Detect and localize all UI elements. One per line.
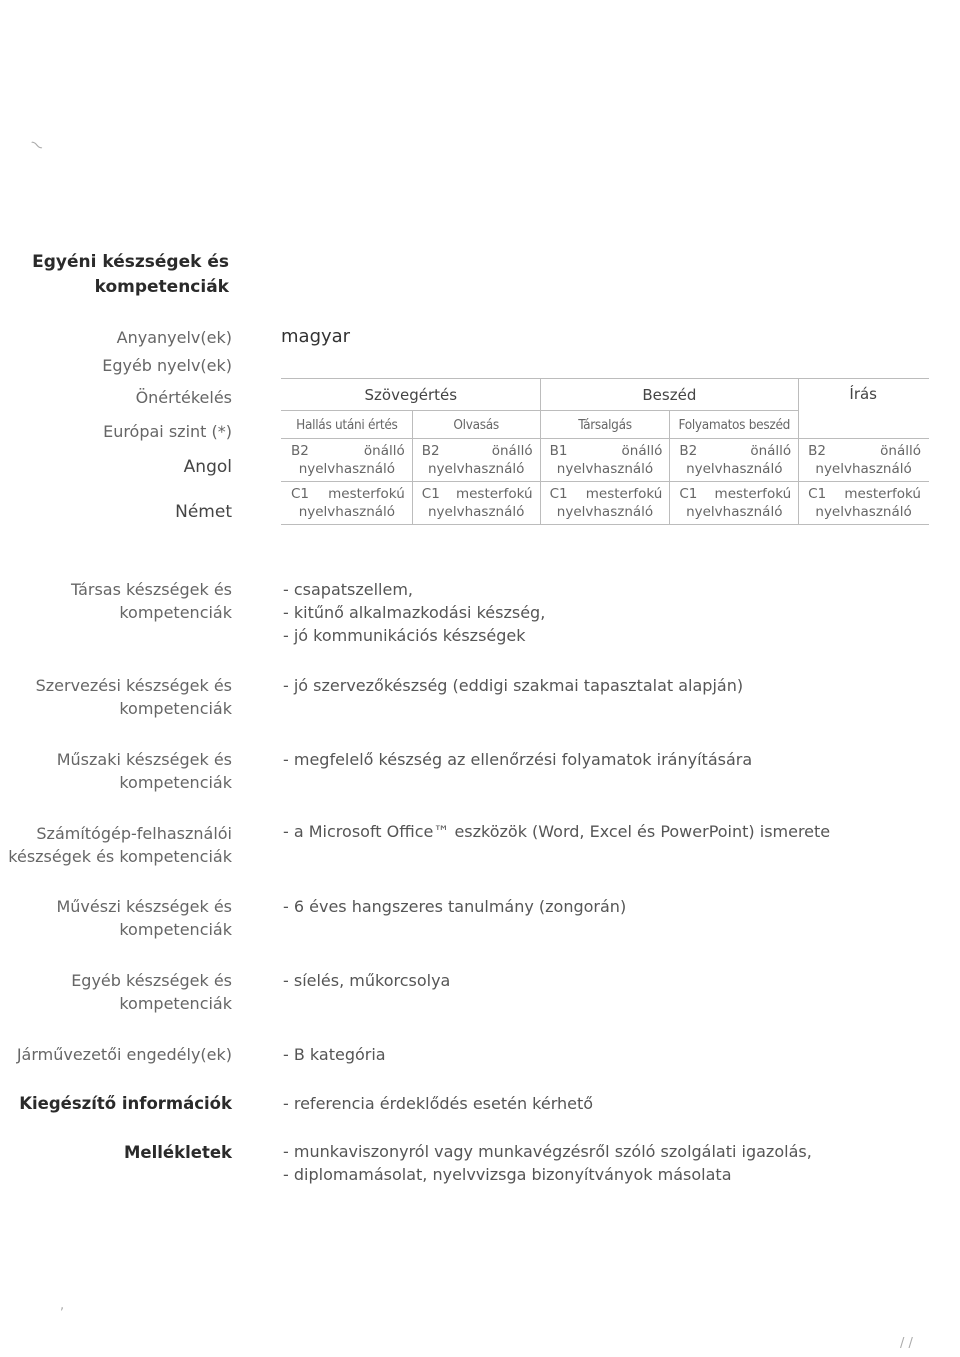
skill-items-organizational [283,674,743,697]
scan-mark: / / [900,1336,913,1351]
skill-items-driving [283,1043,386,1066]
skill-label-line: kompetenciák [119,699,232,718]
skill-label-annexes [0,1141,232,1164]
cell-desc: nyelvhasználó [686,461,783,477]
skill-label-line: Művészi készségek és [56,897,232,916]
list-item: - csapatszellem, [283,580,414,599]
skill-label-line: Szervezési készségek és [35,676,232,695]
skill-label-line: Műszaki készségek és [56,750,232,769]
skill-label-line: Kiegészítő információk [19,1094,232,1113]
european-level-label: Európai szint (*) [103,422,232,441]
list-item: - síelés, műkorcsolya [283,971,451,990]
table-cell [282,439,413,482]
cell-label: önálló [491,443,533,459]
cell-desc: nyelvhasználó [556,461,654,477]
skill-label-line: Társas készségek és [70,580,232,599]
subheader-production: Folyamatos beszéd [670,411,799,439]
skill-label-line: készségek és kompetenciák [8,847,232,866]
table-cell [799,482,929,525]
scan-mark: ⁓ [26,135,47,156]
group-header-speaking: Beszéd [540,379,799,411]
cell-desc: nyelvhasználó [686,504,783,520]
list-item: - jó szervezőkészség (eddigi szakmai tapasztalat alapján) [283,676,744,695]
table-cell [412,482,540,525]
language-table [281,378,929,525]
skill-label-driving [0,1043,232,1066]
group-header-comprehension: Szövegértés [282,379,541,411]
skill-items-social [283,578,545,647]
skill-items-additional-info [283,1092,593,1115]
cell-level: B2 [421,443,440,459]
cell-label: mesterfokú [455,486,533,502]
table-cell [412,439,540,482]
table-cell [540,439,670,482]
cell-level: C1 [421,486,440,502]
skill-label-line: Járművezetői engedély(ek) [16,1045,232,1064]
table-row-english [282,439,929,482]
cell-label: önálló [880,443,921,459]
cell-desc: nyelvhasználó [298,504,396,520]
list-item: - diplomamásolat, nyelvvizsga bizonyítványok másolata [283,1165,732,1184]
table-cell [540,482,670,525]
skill-label-social [0,578,232,624]
self-assessment-label: Önértékelés [135,388,232,407]
skill-label-artistic [0,895,232,941]
table-cell [799,439,929,482]
skill-label-computer [0,822,232,868]
list-item: - 6 éves hangszeres tanulmány (zongorán) [283,897,627,916]
list-item: - megfelelő készség az ellenőrzési folyamatok irányítására [283,750,753,769]
section-title-line-2: kompetenciák [94,277,229,297]
cell-desc: nyelvhasználó [815,461,912,477]
skill-items-annexes [283,1140,812,1186]
section-title-line-1: Egyéni készségek és [32,252,229,272]
skill-items-artistic [283,895,626,918]
cell-desc: nyelvhasználó [298,461,396,477]
cell-level: C1 [679,486,698,502]
cell-desc: nyelvhasználó [556,504,654,520]
cell-desc: nyelvhasználó [427,461,525,477]
skill-label-other [0,969,232,1015]
table-cell [282,482,413,525]
cell-level: C1 [549,486,568,502]
skill-label-line: kompetenciák [119,994,232,1013]
cell-label: mesterfokú [585,486,663,502]
skill-label-additional-info [0,1092,232,1115]
cell-level: B1 [549,443,568,459]
language-name-german: Német [175,502,232,522]
cell-label: mesterfokú [328,486,405,502]
language-name-english: Angol [183,457,232,477]
other-languages-label: Egyéb nyelv(ek) [102,356,232,375]
skill-label-line: kompetenciák [119,773,232,792]
skill-label-line: Mellékletek [124,1143,232,1162]
cell-desc: nyelvhasználó [815,504,912,520]
skill-items-computer [283,820,830,843]
skill-label-organizational [0,674,232,720]
group-header-writing: Írás [799,379,929,439]
table-cell [670,439,799,482]
subheader-interaction: Társalgás [540,411,670,439]
section-title [0,250,229,300]
cell-level: C1 [808,486,827,502]
list-item: - munkaviszonyról vagy munkavégzésről szóló szolgálati igazolás, [283,1142,812,1161]
list-item: - referencia érdeklődés esetén kérhető [283,1094,594,1113]
mother-tongue-label: Anyanyelv(ek) [116,328,232,347]
skill-label-line: kompetenciák [119,920,232,939]
mother-tongue-value: magyar [281,326,351,347]
cell-label: önálló [750,443,792,459]
cell-level: B2 [291,443,309,459]
cell-desc: nyelvhasználó [427,504,525,520]
cell-label: mesterfokú [844,486,921,502]
table-group-header-row [282,379,929,411]
cell-label: önálló [621,443,663,459]
skill-label-technical [0,748,232,794]
skill-items-other [283,969,450,992]
cell-level: B2 [808,443,827,459]
list-item: - kitűnő alkalmazkodási készség, [283,603,546,622]
subheader-listening: Hallás utáni értés [282,411,413,439]
list-item: - jó kommunikációs készségek [283,626,526,645]
skill-label-line: Számítógép-felhasználói [36,824,232,843]
cell-level: B2 [679,443,698,459]
list-item: - B kategória [283,1045,386,1064]
table-row-german [282,482,929,525]
cell-label: mesterfokú [714,486,792,502]
subheader-reading: Olvasás [412,411,540,439]
skill-label-line: kompetenciák [119,603,232,622]
skill-label-line: Egyéb készségek és [71,971,232,990]
cell-label: önálló [363,443,405,459]
skill-items-technical [283,748,752,771]
scan-mark: , [60,1298,65,1313]
table-cell [670,482,799,525]
list-item: - a Microsoft Office™ eszközök (Word, Excel és PowerPoint) ismerete [283,822,831,841]
cell-level: C1 [291,486,310,502]
